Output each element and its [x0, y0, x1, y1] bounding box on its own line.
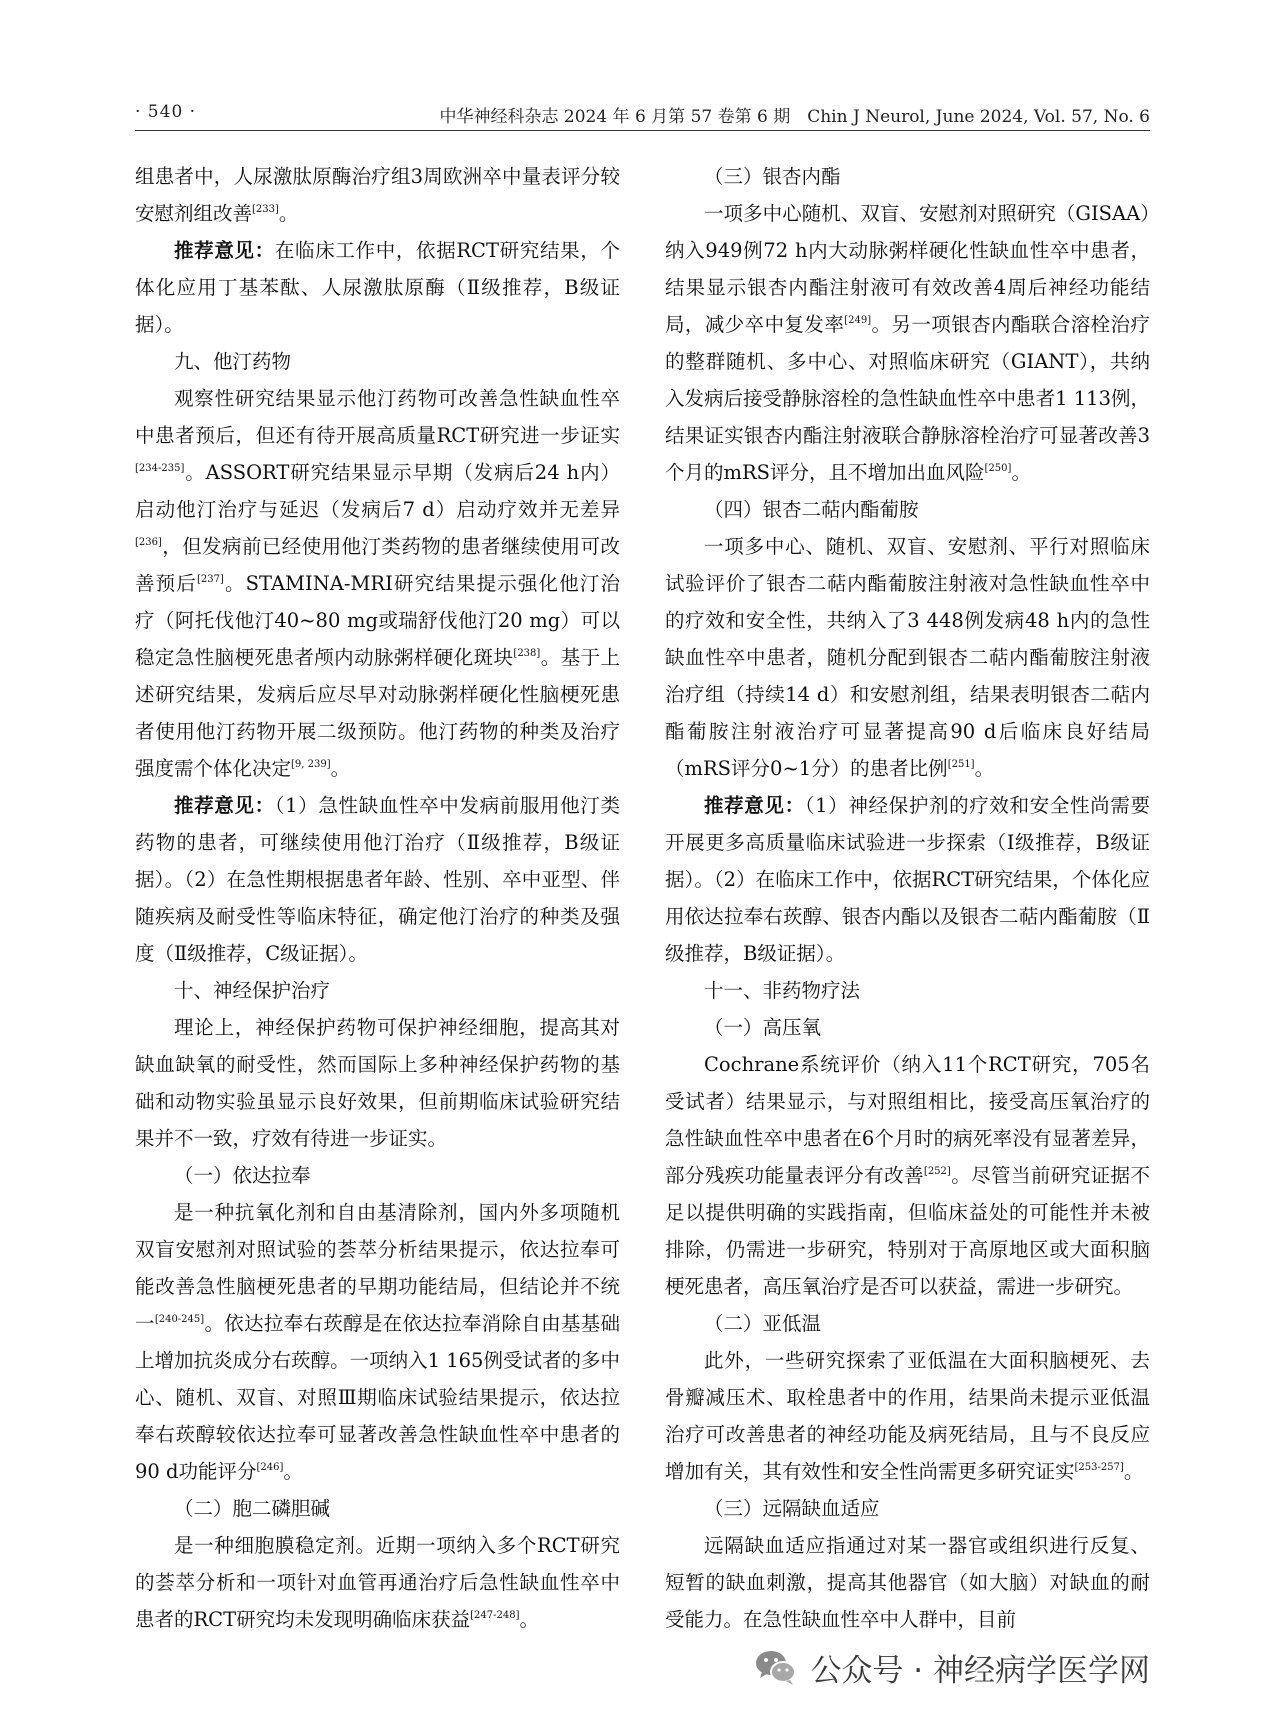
journal-citation: 中华神经科杂志 2024 年 6 月第 57 卷第 6 期 Chin J Neurol, June 2024, Vol. 57, No. 6	[439, 107, 1150, 127]
subsection-heading: （一）高压氧	[704, 1016, 822, 1039]
paragraph: 远隔缺血适应指通过对某一器官或组织进行反复、短暂的缺血刺激，提高其他器官（如大脑）对缺血的耐受能力。在急性缺血性卒中人群中，目前	[665, 1534, 1150, 1631]
subsection-heading: （三）银杏内酯	[704, 165, 841, 188]
wechat-icon	[754, 1647, 798, 1687]
paragraph: Cochrane系统评价（纳入11个RCT研究，705名受试者）结果显示，与对照组相比，接受高压氧治疗的急性缺血性卒中患者在6个月时的病死率没有显著差异，部分残疾功能量表评分有改善[252]。尽管当前研究证据不足以提供明确的实践指南，但临床益处的可能性并未被排除，仍需进一步研究，特别对于高原地区或大面积脑梗死患者，高压氧治疗是否可以获益，需进一步研究。	[665, 1053, 1150, 1298]
wechat-watermark	[754, 1640, 1150, 1694]
watermark-text: 公众号 · 神经病学医学网	[810, 1652, 1150, 1689]
section-heading: 九、他汀药物	[174, 350, 292, 373]
page-header	[135, 100, 1150, 131]
subsection-heading: （二）胞二磷胆碱	[174, 1497, 331, 1520]
paragraph: 此外，一些研究探索了亚低温在大面积脑梗死、去骨瓣减压术、取栓患者中的作用，结果尚未提示亚低温治疗可改善患者的神经功能及病死结局，且与不良反应增加有关，其有效性和安全性尚需更多研究证实[253-257]。	[665, 1349, 1150, 1483]
paragraph: 组患者中，人尿激肽原酶治疗组3周欧洲卒中量表评分较安慰剂组改善[233]。	[135, 165, 620, 225]
recommendation: 推荐意见：（1）神经保护剂的疗效和安全性尚需要开展更多高质量临床试验进一步探索（Ⅰ级推荐，B级证据）。（2）在临床工作中，依据RCT研究结果，个体化应用依达拉奉右莰醇、银杏内酯以及银杏二萜内酯葡胺（Ⅱ级推荐，B级证据）。	[665, 794, 1150, 965]
right-column	[665, 158, 1150, 1638]
paragraph: 是一种细胞膜稳定剂。近期一项纳入多个RCT研究的荟萃分析和一项针对血管再通治疗后急性缺血性卒中患者的RCT研究均未发现明确临床获益[247-248]。	[135, 1534, 620, 1631]
subsection-heading: （二）亚低温	[704, 1312, 822, 1335]
page-number: · 540 ·	[135, 102, 197, 122]
subsection-heading: （四）银杏二萜内酯葡胺	[704, 498, 919, 521]
paragraph: 理论上，神经保护药物可保护神经细胞，提高其对缺血缺氧的耐受性，然而国际上多种神经保护药物的基础和动物实验虽显示良好效果，但前期临床试验研究结果并不一致，疗效有待进一步证实。	[135, 1016, 620, 1150]
paragraph: 一项多中心随机、双盲、安慰剂对照研究（GISAA）纳入949例72 h内大动脉粥样硬化性缺血性卒中患者，结果显示银杏内酯注射液可有效改善4周后神经功能结局，减少卒中复发率[249]。另一项银杏内酯联合溶栓治疗的整群随机、多中心、对照临床研究（GIANT），共纳入发病后接受静脉溶栓的急性缺血性卒中患者1 113例，结果证实银杏内酯注射液联合静脉溶栓治疗可显著改善3个月的mRS评分，且不增加出血风险[250]。	[665, 202, 1150, 484]
subsection-heading: （三）远隔缺血适应	[704, 1497, 880, 1520]
left-column	[135, 158, 620, 1638]
recommendation: 推荐意见：（1）急性缺血性卒中发病前服用他汀类药物的患者，可继续使用他汀治疗（Ⅱ级推荐，B级证据）。（2）在急性期根据患者年龄、性别、卒中亚型、伴随疾病及耐受性等临床特征，确定他汀治疗的种类及强度（Ⅱ级推荐，C级证据）。	[135, 794, 620, 965]
section-heading: 十一、非药物疗法	[704, 979, 861, 1002]
paragraph: 是一种抗氧化剂和自由基清除剂，国内外多项随机双盲安慰剂对照试验的荟萃分析结果提示，依达拉奉可能改善急性脑梗死患者的早期功能结局，但结论并不统一[240-245]。依达拉奉右莰醇是在依达拉奉消除自由基基础上增加抗炎成分右莰醇。一项纳入1 165例受试者的多中心、随机、双盲、对照Ⅲ期临床试验结果提示，依达拉奉右莰醇较依达拉奉可显著改善急性缺血性卒中患者的90 d功能评分[246]。	[135, 1201, 620, 1483]
section-heading: 十、神经保护治疗	[174, 979, 331, 1002]
paragraph: 观察性研究结果显示他汀药物可改善急性缺血性卒中患者预后，但还有待开展高质量RCT研究进一步证实[234-235]。ASSORT研究结果显示早期（发病后24 h内）启动他汀治疗与延迟（发病后7 d）启动疗效并无差异[236]，但发病前已经使用他汀类药物的患者继续使用可改善预后[237]。STAMINA-MRI研究结果提示强化他汀治疗（阿托伐他汀40~80 mg或瑞舒伐他汀20 mg）可以稳定急性脑梗死患者颅内动脉粥样硬化斑块[238]。基于上述研究结果，发病后应尽早对动脉粥样硬化性脑梗死患者使用他汀药物开展二级预防。他汀药物的种类及治疗强度需个体化决定[9, 239]。	[135, 387, 620, 780]
paragraph: 一项多中心、随机、双盲、安慰剂、平行对照临床试验评价了银杏二萜内酯葡胺注射液对急性缺血性卒中的疗效和安全性，共纳入了3 448例发病48 h内的急性缺血性卒中患者，随机分配到银杏二萜内酯葡胺注射液治疗组（持续14 d）和安慰剂组，结果表明银杏二萜内酯葡胺注射液治疗可显著提高90 d后临床良好结局（mRS评分0~1分）的患者比例[251]。	[665, 535, 1150, 780]
recommendation: 推荐意见：在临床工作中，依据RCT研究结果，个体化应用丁基苯酞、人尿激肽原酶（Ⅱ级推荐，B级证据）。	[135, 239, 620, 336]
subsection-heading: （一）依达拉奉	[174, 1164, 311, 1187]
